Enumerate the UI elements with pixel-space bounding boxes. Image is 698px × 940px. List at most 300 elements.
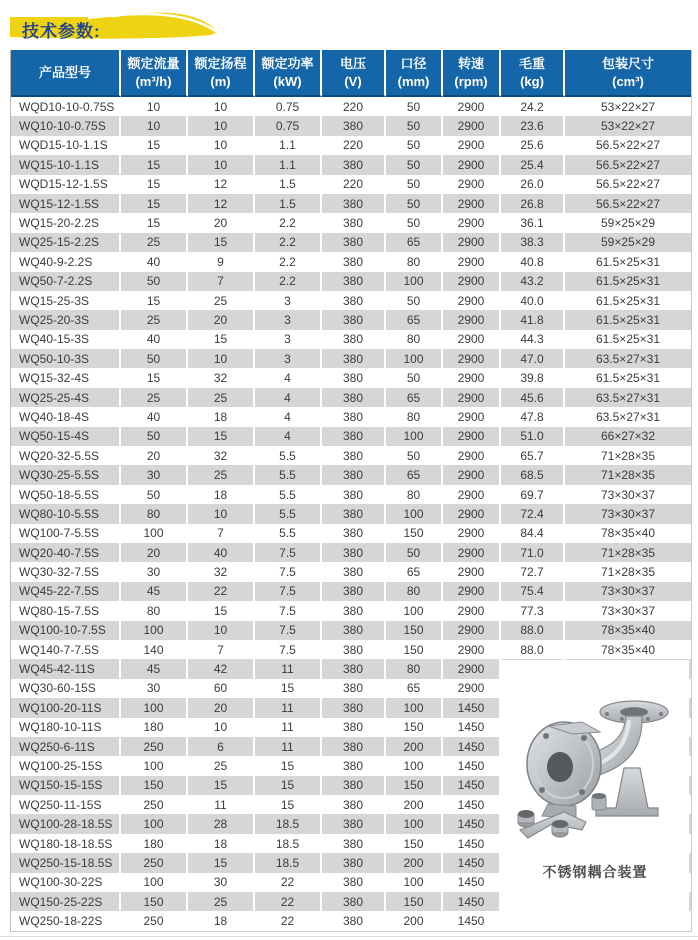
model-cell: WQ100-25-15S <box>11 756 121 775</box>
value-cell: 56.5×22×27 <box>565 155 691 174</box>
value-cell: 2900 <box>443 155 501 174</box>
value-cell: 51.0 <box>501 427 565 446</box>
value-cell: 2900 <box>443 679 501 698</box>
value-cell: 2900 <box>443 175 501 194</box>
value-cell: 72.7 <box>501 562 565 581</box>
column-header-label: 电压 <box>339 56 366 72</box>
value-cell: 50 <box>386 175 443 194</box>
value-cell: 2900 <box>443 194 501 213</box>
model-cell: WQ50-18-5.5S <box>11 485 121 504</box>
value-cell: 380 <box>322 349 386 368</box>
value-cell: 10 <box>188 155 255 174</box>
table-row <box>11 233 691 252</box>
value-cell: 1450 <box>443 756 501 775</box>
value-cell: 100 <box>121 524 188 543</box>
value-cell: 380 <box>322 233 386 252</box>
column-header-1 <box>121 50 188 97</box>
value-cell: 80 <box>386 407 443 426</box>
value-cell: 15 <box>188 330 255 349</box>
value-cell: 380 <box>322 330 386 349</box>
value-cell: 2900 <box>443 272 501 291</box>
table-row <box>11 601 691 620</box>
value-cell: 78×35×40 <box>565 621 691 640</box>
value-cell: 220 <box>322 136 386 155</box>
value-cell: 50 <box>386 155 443 174</box>
table-row <box>11 136 691 155</box>
column-header-unit: (m³/h) <box>135 73 172 89</box>
value-cell: 28 <box>188 814 255 833</box>
value-cell: 25.4 <box>501 155 565 174</box>
value-cell: 5.5 <box>255 465 322 484</box>
value-cell: 69.7 <box>501 485 565 504</box>
value-cell: 53×22×27 <box>565 116 691 135</box>
value-cell: 80 <box>386 330 443 349</box>
value-cell: 45 <box>121 582 188 601</box>
model-cell: WQ150-15-15S <box>11 776 121 795</box>
value-cell: 50 <box>386 97 443 116</box>
value-cell: 20 <box>121 543 188 562</box>
value-cell: 40 <box>121 252 188 271</box>
model-cell: WQ30-60-15S <box>11 679 121 698</box>
table-row <box>11 252 691 271</box>
value-cell: 380 <box>322 504 386 523</box>
value-cell: 39.8 <box>501 368 565 387</box>
value-cell: 18.5 <box>255 834 322 853</box>
value-cell: 1450 <box>443 892 501 911</box>
model-cell: WQ50-10-3S <box>11 349 121 368</box>
model-cell: WQ20-40-7.5S <box>11 543 121 562</box>
column-header-unit: (V) <box>344 73 362 89</box>
table-row <box>11 194 691 213</box>
value-cell: 2.2 <box>255 233 322 252</box>
value-cell: 30 <box>121 562 188 581</box>
value-cell: 380 <box>322 155 386 174</box>
column-header-4 <box>322 50 386 97</box>
value-cell: 380 <box>322 737 386 756</box>
value-cell: 84.4 <box>501 524 565 543</box>
model-cell: WQ15-12-1.5S <box>11 194 121 213</box>
value-cell: 200 <box>386 911 443 930</box>
value-cell: 100 <box>386 756 443 775</box>
value-cell: 15 <box>255 795 322 814</box>
value-cell: 56.5×22×27 <box>565 136 691 155</box>
value-cell: 380 <box>322 465 386 484</box>
value-cell: 40.0 <box>501 291 565 310</box>
value-cell: 1450 <box>443 737 501 756</box>
value-cell: 25 <box>188 756 255 775</box>
value-cell: 78×35×40 <box>565 640 691 659</box>
value-cell: 7.5 <box>255 543 322 562</box>
value-cell: 1450 <box>443 911 501 930</box>
value-cell: 71×28×35 <box>565 562 691 581</box>
table-row <box>11 349 691 368</box>
value-cell: 380 <box>322 698 386 717</box>
value-cell: 11 <box>188 795 255 814</box>
model-cell: WQ50-15-4S <box>11 427 121 446</box>
value-cell: 50 <box>386 543 443 562</box>
value-cell: 2900 <box>443 252 501 271</box>
model-cell: WQ20-32-5.5S <box>11 446 121 465</box>
value-cell: 100 <box>386 272 443 291</box>
value-cell: 5.5 <box>255 524 322 543</box>
value-cell: 7.5 <box>255 562 322 581</box>
value-cell: 15 <box>188 233 255 252</box>
value-cell: 23.6 <box>501 116 565 135</box>
column-header-label: 毛重 <box>518 56 545 72</box>
column-header-unit: (kg) <box>520 73 544 89</box>
table-row <box>11 310 691 329</box>
table-row <box>11 640 691 659</box>
value-cell: 5.5 <box>255 485 322 504</box>
value-cell: 150 <box>386 718 443 737</box>
column-header-label: 额定流量 <box>127 56 180 72</box>
value-cell: 61.5×25×31 <box>565 330 691 349</box>
value-cell: 10 <box>188 718 255 737</box>
value-cell: 78×35×40 <box>565 524 691 543</box>
value-cell: 20 <box>188 310 255 329</box>
value-cell: 200 <box>386 853 443 872</box>
value-cell: 42 <box>188 659 255 678</box>
value-cell: 100 <box>121 698 188 717</box>
value-cell: 9 <box>188 252 255 271</box>
value-cell: 40 <box>121 330 188 349</box>
table-row <box>11 524 691 543</box>
value-cell: 380 <box>322 601 386 620</box>
model-cell: WQ250-11-15S <box>11 795 121 814</box>
value-cell: 100 <box>386 427 443 446</box>
value-cell: 180 <box>121 718 188 737</box>
value-cell: 6 <box>188 737 255 756</box>
model-cell: WQ45-22-7.5S <box>11 582 121 601</box>
value-cell: 150 <box>386 892 443 911</box>
value-cell: 380 <box>322 718 386 737</box>
value-cell: 220 <box>322 175 386 194</box>
value-cell: 100 <box>121 814 188 833</box>
value-cell: 5.5 <box>255 446 322 465</box>
value-cell: 1.1 <box>255 155 322 174</box>
value-cell: 12 <box>188 175 255 194</box>
value-cell: 73×30×37 <box>565 504 691 523</box>
value-cell: 100 <box>386 349 443 368</box>
model-cell: WQ180-10-11S <box>11 718 121 737</box>
value-cell: 2900 <box>443 427 501 446</box>
value-cell: 61.5×25×31 <box>565 272 691 291</box>
value-cell: 63.5×27×31 <box>565 349 691 368</box>
value-cell: 61.5×25×31 <box>565 252 691 271</box>
value-cell: 7 <box>188 272 255 291</box>
table-row <box>11 213 691 232</box>
value-cell: 41.8 <box>501 310 565 329</box>
value-cell: 4 <box>255 368 322 387</box>
value-cell: 32 <box>188 446 255 465</box>
value-cell: 7.5 <box>255 640 322 659</box>
value-cell: 25 <box>121 233 188 252</box>
value-cell: 2900 <box>443 659 501 678</box>
value-cell: 140 <box>121 640 188 659</box>
table-row <box>11 330 691 349</box>
model-cell: WQ80-10-5.5S <box>11 504 121 523</box>
table-row <box>11 621 691 640</box>
value-cell: 73×30×37 <box>565 582 691 601</box>
value-cell: 3 <box>255 330 322 349</box>
value-cell: 50 <box>386 291 443 310</box>
value-cell: 100 <box>121 756 188 775</box>
model-cell: WQ40-9-2.2S <box>11 252 121 271</box>
model-cell: WQ100-10-7.5S <box>11 621 121 640</box>
value-cell: 15 <box>121 155 188 174</box>
value-cell: 2900 <box>443 601 501 620</box>
value-cell: 2900 <box>443 368 501 387</box>
column-header-0 <box>11 50 121 97</box>
model-cell: WQ25-15-2.2S <box>11 233 121 252</box>
value-cell: 63.5×27×31 <box>565 388 691 407</box>
value-cell: 15 <box>121 194 188 213</box>
model-cell: WQ45-42-11S <box>11 659 121 678</box>
value-cell: 2900 <box>443 524 501 543</box>
value-cell: 80 <box>121 601 188 620</box>
value-cell: 7.5 <box>255 582 322 601</box>
value-cell: 18 <box>188 407 255 426</box>
column-header-label: 转速 <box>457 56 484 72</box>
table-row <box>11 543 691 562</box>
value-cell: 80 <box>386 582 443 601</box>
table-row <box>11 272 691 291</box>
model-cell: WQD15-12-1.5S <box>11 175 121 194</box>
value-cell: 65 <box>386 310 443 329</box>
value-cell: 2900 <box>443 621 501 640</box>
value-cell: 22 <box>255 911 322 930</box>
value-cell: 2900 <box>443 116 501 135</box>
table-row <box>11 582 691 601</box>
value-cell: 1.5 <box>255 175 322 194</box>
value-cell: 2900 <box>443 407 501 426</box>
table-row <box>11 175 691 194</box>
value-cell: 10 <box>121 116 188 135</box>
value-cell: 63.5×27×31 <box>565 407 691 426</box>
value-cell: 73×30×37 <box>565 485 691 504</box>
value-cell: 15 <box>121 136 188 155</box>
table-row <box>11 291 691 310</box>
value-cell: 250 <box>121 795 188 814</box>
value-cell: 65.7 <box>501 446 565 465</box>
value-cell: 50 <box>386 136 443 155</box>
value-cell: 2900 <box>443 640 501 659</box>
value-cell: 80 <box>386 485 443 504</box>
value-cell: 50 <box>121 427 188 446</box>
section-banner <box>8 6 238 46</box>
table-row <box>11 388 691 407</box>
value-cell: 180 <box>121 834 188 853</box>
value-cell: 15 <box>188 601 255 620</box>
value-cell: 26.8 <box>501 194 565 213</box>
value-cell: 2900 <box>443 543 501 562</box>
column-header-unit: (mm) <box>397 73 430 89</box>
value-cell: 7.5 <box>255 621 322 640</box>
value-cell: 72.4 <box>501 504 565 523</box>
value-cell: 15 <box>255 776 322 795</box>
value-cell: 380 <box>322 291 386 310</box>
value-cell: 2900 <box>443 465 501 484</box>
value-cell: 40.8 <box>501 252 565 271</box>
value-cell: 15 <box>188 427 255 446</box>
value-cell: 7 <box>188 640 255 659</box>
table-header-row <box>11 50 691 97</box>
value-cell: 68.5 <box>501 465 565 484</box>
model-cell: WQ100-30-22S <box>11 873 121 892</box>
value-cell: 18.5 <box>255 814 322 833</box>
value-cell: 56.5×22×27 <box>565 175 691 194</box>
column-header-3 <box>255 50 322 97</box>
column-header-2 <box>188 50 255 97</box>
value-cell: 380 <box>322 640 386 659</box>
value-cell: 380 <box>322 795 386 814</box>
value-cell: 75.4 <box>501 582 565 601</box>
value-cell: 80 <box>121 504 188 523</box>
value-cell: 0.75 <box>255 97 322 116</box>
model-cell: WQ30-32-7.5S <box>11 562 121 581</box>
value-cell: 150 <box>121 892 188 911</box>
photo-caption: 不锈钢耦合装置 <box>542 864 648 880</box>
value-cell: 20 <box>121 446 188 465</box>
value-cell: 2900 <box>443 349 501 368</box>
value-cell: 80 <box>386 252 443 271</box>
value-cell: 88.0 <box>501 640 565 659</box>
value-cell: 2900 <box>443 310 501 329</box>
value-cell: 2900 <box>443 388 501 407</box>
column-header-8 <box>565 50 691 97</box>
value-cell: 59×25×29 <box>565 233 691 252</box>
value-cell: 25 <box>188 892 255 911</box>
value-cell: 38.3 <box>501 233 565 252</box>
value-cell: 20 <box>188 213 255 232</box>
value-cell: 50 <box>121 272 188 291</box>
model-cell: WQ50-7-2.2S <box>11 272 121 291</box>
value-cell: 100 <box>386 698 443 717</box>
value-cell: 1450 <box>443 853 501 872</box>
value-cell: 47.0 <box>501 349 565 368</box>
value-cell: 18 <box>188 485 255 504</box>
table-row <box>11 562 691 581</box>
value-cell: 56.5×22×27 <box>565 194 691 213</box>
value-cell: 1450 <box>443 834 501 853</box>
value-cell: 32 <box>188 562 255 581</box>
value-cell: 40 <box>121 407 188 426</box>
value-cell: 10 <box>188 97 255 116</box>
value-cell: 10 <box>121 97 188 116</box>
value-cell: 65 <box>386 679 443 698</box>
value-cell: 150 <box>386 524 443 543</box>
value-cell: 380 <box>322 388 386 407</box>
value-cell: 380 <box>322 310 386 329</box>
model-cell: WQD15-10-1.1S <box>11 136 121 155</box>
value-cell: 2900 <box>443 562 501 581</box>
product-photo-box <box>501 660 689 930</box>
value-cell: 11 <box>255 698 322 717</box>
model-cell: WQ15-32-4S <box>11 368 121 387</box>
value-cell: 380 <box>322 853 386 872</box>
value-cell: 380 <box>322 679 386 698</box>
value-cell: 2900 <box>443 330 501 349</box>
value-cell: 18 <box>188 834 255 853</box>
value-cell: 43.2 <box>501 272 565 291</box>
value-cell: 15 <box>188 776 255 795</box>
value-cell: 22 <box>188 582 255 601</box>
value-cell: 100 <box>386 814 443 833</box>
model-cell: WQ80-15-7.5S <box>11 601 121 620</box>
value-cell: 53×22×27 <box>565 97 691 116</box>
value-cell: 380 <box>322 659 386 678</box>
model-cell: WQ140-7-7.5S <box>11 640 121 659</box>
value-cell: 25 <box>188 291 255 310</box>
value-cell: 2900 <box>443 213 501 232</box>
value-cell: 25 <box>121 388 188 407</box>
value-cell: 2900 <box>443 233 501 252</box>
value-cell: 61.5×25×31 <box>565 291 691 310</box>
value-cell: 88.0 <box>501 621 565 640</box>
value-cell: 15 <box>255 756 322 775</box>
value-cell: 45 <box>121 659 188 678</box>
value-cell: 380 <box>322 213 386 232</box>
value-cell: 380 <box>322 911 386 930</box>
value-cell: 47.8 <box>501 407 565 426</box>
value-cell: 12 <box>188 194 255 213</box>
value-cell: 25 <box>188 465 255 484</box>
column-header-unit: (m) <box>210 73 231 89</box>
value-cell: 1.1 <box>255 136 322 155</box>
model-cell: WQ30-25-5.5S <box>11 465 121 484</box>
model-cell: WQ180-18-18.5S <box>11 834 121 853</box>
value-cell: 100 <box>121 873 188 892</box>
value-cell: 2900 <box>443 504 501 523</box>
value-cell: 10 <box>188 136 255 155</box>
column-header-label: 包装尺寸 <box>601 56 654 72</box>
column-header-unit: (rpm) <box>454 73 488 89</box>
model-cell: WQ100-20-11S <box>11 698 121 717</box>
value-cell: 2900 <box>443 582 501 601</box>
value-cell: 2900 <box>443 291 501 310</box>
spec-table-wrap <box>10 50 690 932</box>
model-cell: WQ15-25-3S <box>11 291 121 310</box>
value-cell: 150 <box>121 776 188 795</box>
value-cell: 7.5 <box>255 601 322 620</box>
value-cell: 380 <box>322 814 386 833</box>
value-cell: 50 <box>386 116 443 135</box>
value-cell: 100 <box>386 601 443 620</box>
value-cell: 1450 <box>443 776 501 795</box>
value-cell: 3 <box>255 349 322 368</box>
value-cell: 3 <box>255 310 322 329</box>
value-cell: 2900 <box>443 446 501 465</box>
value-cell: 380 <box>322 524 386 543</box>
value-cell: 100 <box>386 504 443 523</box>
value-cell: 380 <box>322 446 386 465</box>
value-cell: 18 <box>188 911 255 930</box>
value-cell: 250 <box>121 853 188 872</box>
value-cell: 2.2 <box>255 252 322 271</box>
value-cell: 380 <box>322 756 386 775</box>
value-cell: 1450 <box>443 718 501 737</box>
value-cell: 60 <box>188 679 255 698</box>
value-cell: 71.0 <box>501 543 565 562</box>
value-cell: 80 <box>386 659 443 678</box>
value-cell: 380 <box>322 621 386 640</box>
model-cell: WQ150-25-22S <box>11 892 121 911</box>
model-cell: WQ40-15-3S <box>11 330 121 349</box>
value-cell: 10 <box>188 504 255 523</box>
value-cell: 22 <box>255 873 322 892</box>
value-cell: 1450 <box>443 795 501 814</box>
model-cell: WQ250-18-22S <box>11 911 121 930</box>
